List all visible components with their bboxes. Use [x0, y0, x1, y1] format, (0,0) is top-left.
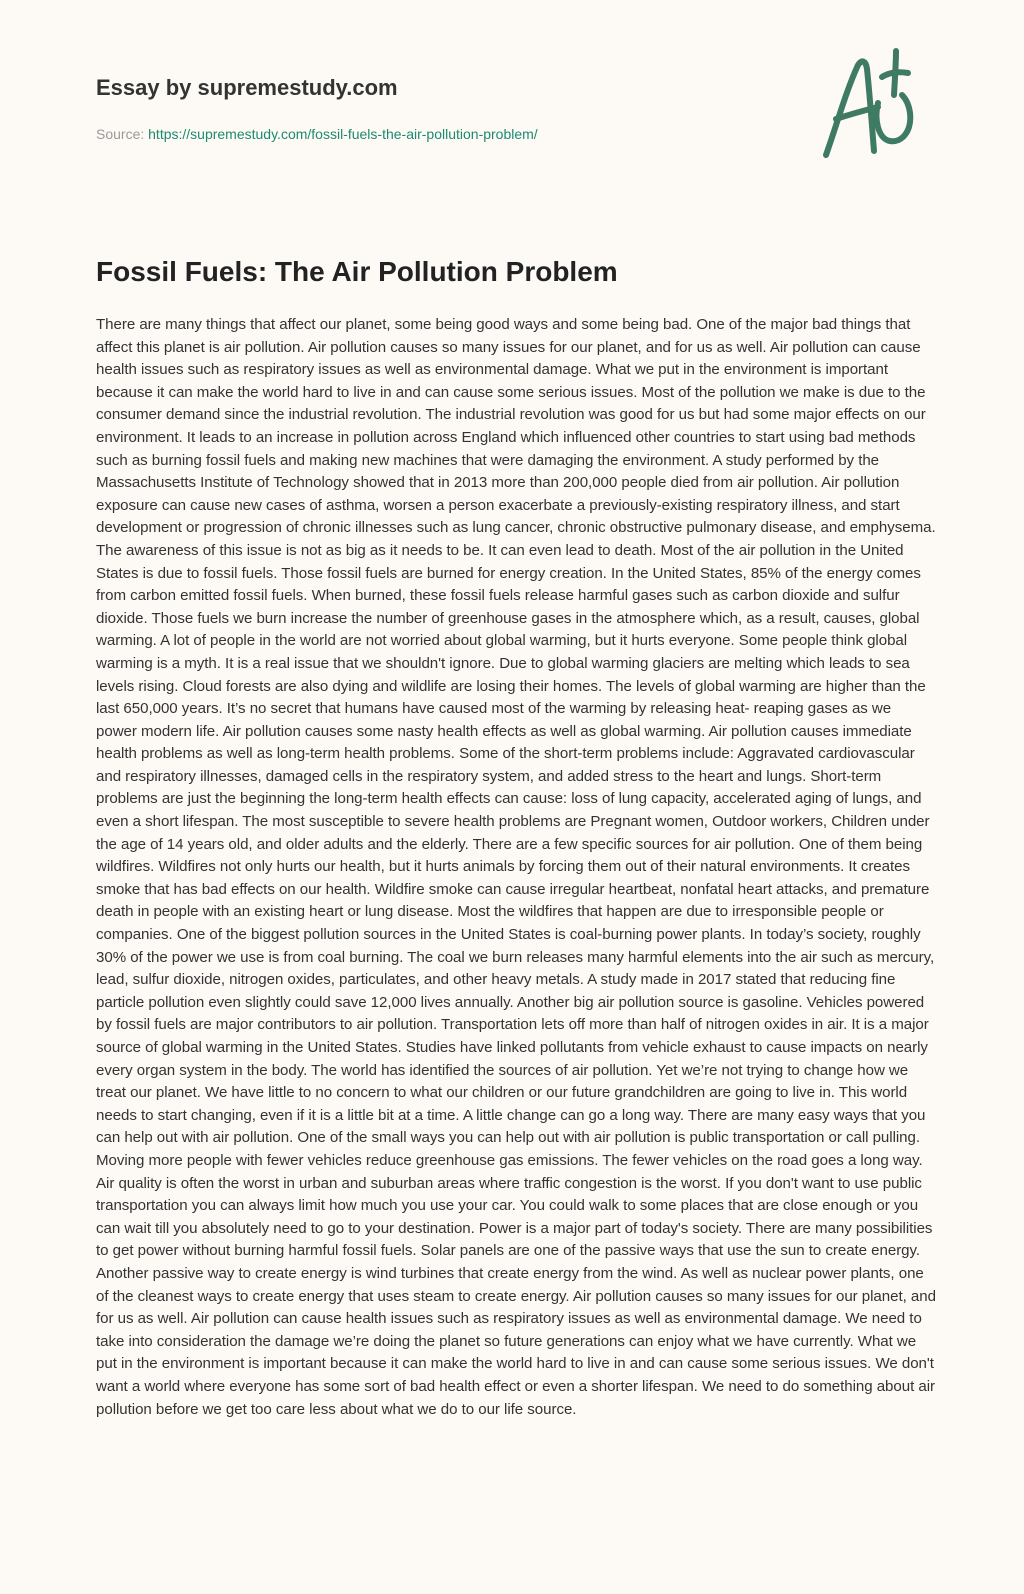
source-label: Source:	[96, 126, 149, 142]
essay-title: Fossil Fuels: The Air Pollution Problem	[96, 256, 618, 287]
a-plus-logo-icon	[822, 47, 926, 165]
essay-body: There are many things that affect our planet, some being good ways and some being bad. One of the major bad things that affect this planet is air pollution. Air pollution causes so many issues for our planet, and for us as well. Air pollution can cause health issues such as respiratory issues as well as environmental damage. What we put in the environment is important because it can make the world hard to live in and can cause some serious issues. Most of the pollution we make is due to the consumer demand since the industrial revolution. The industrial revolution was good for us but had some major effects on our environment. It leads to an increase in pollution across England which influenced other countries to start using bad methods such as burning fossil fuels and making new machines that were damaging the environment. A study performed by the Massachusetts Institute of Technology showed that in 2013 more than 200,000 people died from air pollution. Air pollution exposure can cause new cases of asthma, worsen a person exacerbate a previously-existing respiratory illness, and start development or progression of chronic illnesses such as lung cancer, chronic obstructive pulmonary disease, and emphysema. The awareness of this issue is not as big as it needs to be. It can even lead to death. Most of the air pollution in the United States is due to fossil fuels. Those fossil fuels are burned for energy creation. In the United States, 85% of the energy comes from carbon emitted fossil fuels. When burned, these fossil fuels release harmful gases such as carbon dioxide and sulfur dioxide. Those fuels we burn increase the number of greenhouse gases in the atmosphere which, as a result, causes, global warming. A lot of people in the world are not worried about global warming, but it hurts everyone. Some people think global warming is a myth. It is a real issue that we shouldn't ignore. Due to global warming glaciers are melting which leads to sea levels rising. Cloud forests are also dying and wildlife are losing their homes. The levels of global warming are higher than the last 650,000 years. It’s no secret that humans have caused most of the warming by releasing heat- reaping gases as we power modern life. Air pollution causes some nasty health effects as well as global warming. Air pollution causes immediate health problems as well as long-term health problems. Some of the short-term problems include: Aggravated cardiovascular and respiratory illnesses, damaged cells in the respiratory system, and added stress to the heart and lungs. Short-term problems are just the beginning the long-term health effects can cause: loss of lung capacity, accelerated aging of lungs, and even a short lifespan. The most susceptible to severe health problems are Pregnant women, Outdoor workers, Children under the age of 14 years old, and older adults and the elderly. There are a few specific sources for air pollution. One of them being wildfires. Wildfires not only hurts our health, but it hurts animals by forcing them out of their natural environments. It creates smoke that has bad effects on our health. Wildfire smoke can cause irregular heartbeat, nonfatal heart attacks, and premature death in people with an existing heart or lung disease. Most the wildfires that happen are due to irresponsible people or companies. One of the biggest pollution sources in the United States is coal-burning power plants. In today’s society, roughly 30% of the power we use is from coal burning. The coal we burn releases many harmful elements into the air such as mercury, lead, sulfur dioxide, nitrogen oxides, particulates, and other heavy metals. A study made in 2017 stated that reducing fine particle pollution even slightly could save 12,000 lives annually. Another big air pollution source is gasoline. Vehicles powered by fossil fuels are major contributors to air pollution. Transportation lets off more than half of nitrogen oxides in air. It is a major source of global warming in the United States. Studies have linked pollutants from vehicle exhaust to cause impacts on nearly every organ system in the body. The world has identified the sources of air pollution. Yet we’re not trying to change how we treat our planet. We have little to no concern to what our children or our future grandchildren are going to live in. This world needs to start changing, even if it is a little bit at a time. A little change can go a long way. There are many easy ways that you can help out with air pollution. One of the small ways you can help out with air pollution is public transportation or call pulling. Moving more people with fewer vehicles reduce greenhouse gas emissions. The fewer vehicles on the road goes a long way. Air quality is often the worst in urban and suburban areas where traffic congestion is the worst. If you don't want to use public transportation you can always limit how much you use your car. You could walk to some places that are close enough or you can wait till you absolutely need to go to your destination. Power is a major part of today's society. There are many possibilities to get power without burning harmful fossil fuels. Solar panels are one of the passive ways that use the sun to create energy. Another passive way to create energy is wind turbines that create energy from the wind. As well as nuclear power plants, one of the cleanest ways to create energy that uses steam to create energy. Air pollution causes so many issues for our planet, and for us as well. Air pollution can cause health issues such as respiratory issues as well as environmental damage. We need to take into consideration the damage we’re doing the planet so future generations can enjoy what we have currently. What we put in the environment is important because it can make the world hard to live in and can cause some serious issues. We don't want a world where everyone has some sort of bad health effect or even a shorter lifespan. We need to do something about air pollution before we get too care less about what we do to our life source.	[96, 316, 936, 1418]
source-link[interactable]: https://supremestudy.com/fossil-fuels-the-air-pollution-problem/	[148, 126, 538, 142]
source-line	[96, 125, 796, 143]
page-header	[96, 74, 796, 143]
site-title: Essay by supremestudy.com	[96, 75, 398, 100]
